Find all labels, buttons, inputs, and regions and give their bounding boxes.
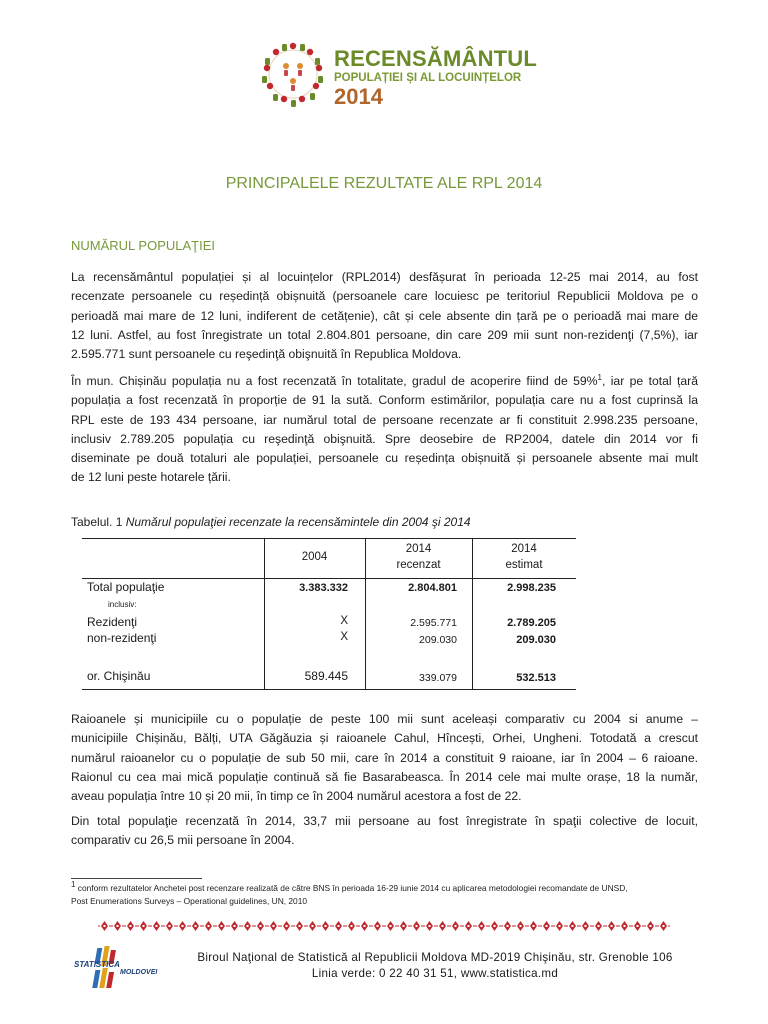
col-header-2014-recenzat-year: 2014 (405, 543, 432, 555)
section-heading: NUMĂRUL POPULAŢIEI (71, 238, 215, 253)
logo-title: RECENSĂMÂNTUL (334, 46, 538, 71)
cell-rezidenti-2004: X (340, 615, 348, 627)
logo-subtitle: POPULAȚIEI ȘI AL LOCUINȚELOR (334, 72, 522, 84)
bns-logo-line2: MOLDOVEI (120, 969, 158, 976)
cell-total-2014-estimat: 2.998.235 (507, 582, 556, 594)
caption-text: Numărul populaţiei recenzate la recensămintele din 2004 şi 2014 (125, 515, 471, 529)
cell-chisinau-2004: 589.445 (304, 669, 348, 683)
paragraph-line: Raionul cu cea mai mică populație continuă să fie Basarabeasca. În 2014 cele mai multe orașe, 18 la număr, (71, 769, 698, 784)
paragraph-line: perioadă mai mare de 12 luni, indiferent de cetățenie), cât și cele absente din țară pe o perioadă mai mare de (71, 308, 698, 323)
cell-rezidenti-2014-estimat: 2.789.205 (507, 617, 556, 629)
table-rule-bottom (82, 689, 576, 690)
cell-total-2014-recenzat: 2.804.801 (408, 582, 457, 594)
footnote-line: Post Enumerations Surveys – Operational guidelines, UN, 2010 (71, 896, 308, 906)
footnote (71, 882, 711, 908)
paragraph-2 (71, 372, 698, 488)
footer-address: Biroul Naţional de Statistică al Republicii Moldova MD-2019 Chişinău, str. Grenoble 106 (197, 951, 673, 964)
paragraph-line: 2.595.771 sunt persoanele cu reşedinţă obişnuită în Republica Moldova. (71, 347, 462, 362)
table-rule-top (82, 538, 576, 539)
paragraph-line: Din total populaţie recenzată în 2014, 33,7 mii persoane au fost înregistrate în spaţii colective de locuit, (71, 814, 698, 828)
census-logo-icon (258, 38, 328, 110)
row-label-rezidenti: Rezidenţi (87, 615, 138, 629)
paragraph-line: recenzate persoanele cu reședință obișnuită (persoanele care locuiesc pe teritoriul Republicii Moldova pe o (71, 289, 698, 304)
caption-prefix: Tabelul. 1 (71, 515, 126, 529)
cell-nonrezidenti-2004: X (340, 631, 348, 643)
footnote-separator (71, 878, 202, 879)
paragraph-line: Raioanele și municipiile cu o populație de peste 100 mii sunt aceleași comparativ cu 2004 si anume – (71, 712, 698, 726)
paragraph-line: aveau populația între 10 și 20 mii, în timp ce în 2004 numărul acestora a fost de 22. (71, 789, 522, 804)
paragraph-line: RPL este de 193 434 persoane, iar numărul total de persoane recenzate ar fi constituit 2.998.235 persoane, (71, 412, 698, 427)
col-header-2014-recenzat-label: recenzat (396, 559, 441, 571)
row-label-inclusiv: inclusiv: (108, 600, 137, 609)
cell-rezidenti-2014-recenzat: 2.595.771 (410, 617, 457, 629)
footnote-ref[interactable]: 1 (597, 372, 602, 382)
table-rule-header (82, 578, 576, 579)
cell-chisinau-2014-recenzat: 339.079 (419, 672, 457, 684)
footer-hotline[interactable]: Linia verde: 0 22 40 31 51, www.statistica.md (311, 967, 559, 980)
paragraph-line: diseminate pe două totaluri ale populației, persoanele cu reședința obișnuită și persoanele absente mai mult (71, 451, 698, 466)
cell-nonrezidenti-2014-recenzat: 209.030 (419, 634, 457, 646)
bns-logo (74, 944, 170, 990)
cell-nonrezidenti-2014-estimat: 209.030 (516, 634, 556, 646)
paragraph-line: comparativ cu 26,5 mii persoane în 2004. (71, 833, 295, 848)
footnote-marker: 1 (71, 880, 76, 890)
col-header-2004: 2004 (301, 551, 328, 563)
paragraph-4 (71, 812, 698, 851)
footnote-line (71, 882, 711, 895)
logo-year: 2014 (334, 84, 383, 109)
paragraph-1 (71, 268, 698, 364)
cell-chisinau-2014-estimat: 532.513 (516, 672, 556, 684)
row-label-chisinau: or. Chişinău (87, 669, 151, 683)
paragraph-line: numărul raioanelor cu o populație de sub 50 mii, care în 2014 a constituit 9 raioane, iar în 2004 – 6 raioane. (71, 750, 698, 765)
footnote-text: conform rezultatelor Anchetei post recenzare realizată de către BNS în perioada 16-29 iunie 2014 cu aplicarea metodologiei recomandate de UNSD, (75, 883, 628, 893)
paragraph-line: populația a fost recenzată în proporție de 91 la sută. Conform estimărilor, populația care nu a fost cuprinsă la (71, 393, 698, 408)
footer-contact (170, 950, 700, 982)
paragraph-line: de 12 luni peste hotarele țării. (71, 470, 231, 485)
paragraph-text: În mun. Chișinău populația nu a fost recenzată în totalitate, gradul de acoperire fiind de 59% (71, 374, 598, 388)
cell-total-2004: 3.383.332 (299, 582, 348, 594)
paragraph-3 (71, 710, 698, 806)
paragraph-line: municipiile Chișinău, Bălți, UTA Găgăuzia și raioanele Cahul, Hîncești, Orhei, Ungheni. Totodată a crescut (71, 731, 698, 746)
row-label-total: Total populaţie (87, 580, 165, 594)
paragraph-line: La recensământul populației și al locuințelor (RPL2014) desfășurat în perioada 12-25 mai 2014, au fost (71, 270, 698, 284)
paragraph-line: inclusiv 2.789.205 populația cu reşedinţă obişnuită. Spre deosebire de RP2004, datele din 2014 vor fi (71, 431, 698, 446)
census-logo-text (334, 48, 537, 108)
bns-logo-line1: STATISTICA (74, 960, 120, 969)
ornament-border-icon (98, 920, 670, 932)
col-header-2014-estimat-label: estimat (505, 559, 543, 571)
page-title: PRINCIPALELE REZULTATE ALE RPL 2014 (225, 175, 543, 192)
row-label-nonrezidenti: non-rezidenţi (87, 631, 157, 645)
paragraph-line (71, 372, 698, 391)
paragraph-text: , iar pe total țară (601, 374, 698, 388)
table-caption (71, 515, 471, 529)
col-header-2014-estimat-year: 2014 (511, 543, 537, 555)
paragraph-line: 12 luni. Astfel, au fost înregistrate un total 2.804.801 persoane, din care 209 mii sunt non-rezidenţi (7,5%), iar (71, 327, 698, 342)
population-table (82, 538, 576, 690)
